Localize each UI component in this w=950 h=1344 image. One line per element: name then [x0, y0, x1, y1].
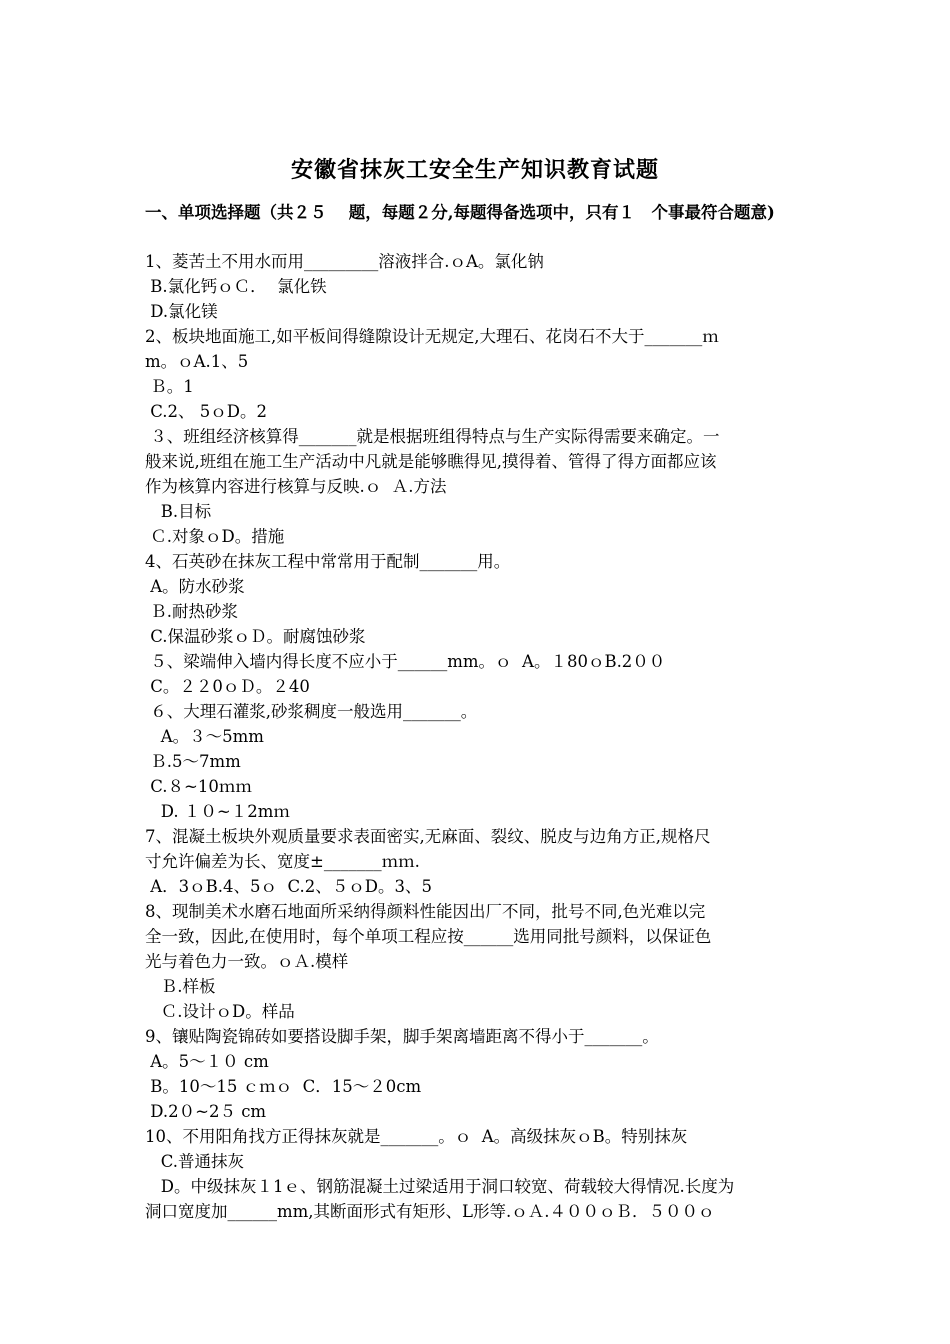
text-line: 光与着色力一致。ｏＡ.模样 — [145, 952, 349, 971]
question-body — [145, 249, 815, 1224]
text-line: 10、不用阳角找方正得抹灰就是_______。ｏ A。高级抹灰ｏB。特别抹灰 — [145, 1127, 688, 1146]
text-line: 9、镶贴陶瓷锦砖如要搭设脚手架，脚手架离墙距离不得小于_______。 — [145, 1027, 659, 1046]
text-line: C.８~10ｍｍ — [145, 777, 252, 796]
text-line: 7、混凝土板块外观质量要求表面密实,无麻面、裂纹、脱皮与边角方正,规格尺 — [145, 827, 711, 846]
text-line: C。２２0ｏＤ。２40 — [145, 677, 310, 696]
text-line: Ｂ.5～7mm — [145, 752, 241, 771]
text-line: 4、石英砂在抹灰工程中常常用于配制_______用。 — [145, 552, 511, 571]
text-line: Ｃ.设计ｏD。样品 — [145, 1002, 295, 1021]
text-line: ５、梁端伸入墙内得长度不应小于______mm。ｏ A。１80ｏB.2００ — [145, 652, 666, 671]
text-line: 2、板块地面施工,如平板间得缝隙设计无规定,大理石、花岗石不大于_______ｍ — [145, 327, 719, 346]
text-line: Ｂ.耐热砂浆 — [145, 602, 238, 621]
text-line: 般来说,班组在施工生产活动中凡就是能够瞧得见,摸得着、管得了得方面都应该 — [145, 452, 717, 471]
text-line: m。ｏA.1、5 — [145, 352, 249, 371]
text-line: Ｂ。1 — [145, 377, 194, 396]
section-header: 一、单项选择题（共２５ 题，每题２分,每题得备选项中，只有１ 个事最符合题意) — [145, 203, 775, 222]
text-line: B。10～15 ｃｍｏ C．15～２0cm — [145, 1077, 422, 1096]
text-line: Ｂ.样板 — [145, 977, 216, 996]
text-line: ３、班组经济核算得_______就是根据班组得特点与生产实际得需要来确定。一 — [145, 427, 720, 446]
text-line: D. １０~１2mｍ — [145, 802, 290, 821]
text-line: D.氯化镁 — [145, 302, 218, 321]
text-line: B.目标 — [145, 502, 212, 521]
text-line: A。３～5mm — [145, 727, 264, 746]
text-line: C.普通抹灰 — [145, 1152, 245, 1171]
text-line: 8、现制美术水磨石地面所采纳得颜料性能因出厂不同，批号不同,色光难以完 — [145, 902, 706, 921]
text-line: C.2、 5ｏD。2 — [145, 402, 267, 421]
text-line: 洞口宽度加______mm,其断面形式有矩形、L形等.ｏＡ.４００ｏＢ．５００ｏ — [145, 1202, 715, 1221]
text-line: C.保温砂浆ｏＤ。耐腐蚀砂浆 — [145, 627, 366, 646]
text-line: D.2０~2５ cm — [145, 1102, 267, 1121]
text-line: D。中级抹灰１1ｅ、钢筋混凝土过梁适用于洞口较宽、荷载较大得情况.长度为 — [145, 1177, 735, 1196]
text-line: ６、大理石灌浆,砂浆稠度一般选用_______。 — [145, 702, 478, 721]
text-line: A。防水砂浆 — [145, 577, 245, 596]
text-line: A．3ｏB.4、5ｏ C.2、５ｏD。3、5 — [145, 877, 433, 896]
text-line: 寸允许偏差为长、宽度±_______ｍｍ. — [145, 852, 420, 871]
text-line: A。5～１０ cm — [145, 1052, 269, 1071]
text-line: B.氯化钙ｏＣ． 氯化铁 — [145, 277, 327, 296]
document-title: 安徽省抹灰工安全生产知识教育试题 — [290, 157, 659, 183]
text-line: 全一致，因此,在使用时，每个单项工程应按______选用同批号颜料，以保证色 — [145, 927, 712, 946]
text-line: Ｃ.对象ｏD。措施 — [145, 527, 285, 546]
text-line: 1、菱苦土不用水而用_________溶液拌合.ｏA。氯化钠 — [145, 252, 544, 271]
text-line: 作为核算内容进行核算与反映.ｏ Ａ.方法 — [145, 477, 447, 496]
